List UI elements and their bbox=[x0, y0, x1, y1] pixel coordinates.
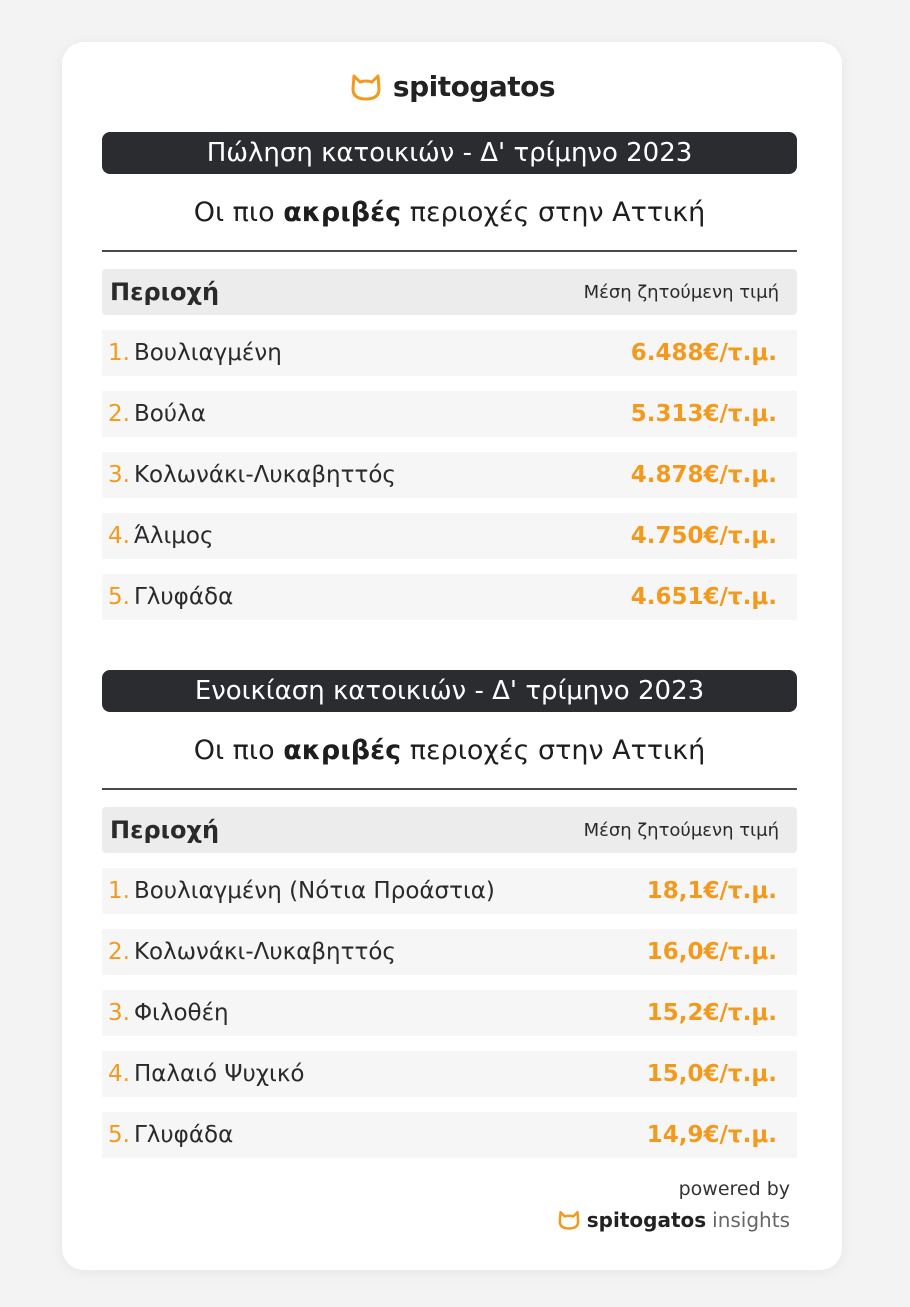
table-row bbox=[102, 929, 797, 975]
cat-icon bbox=[557, 1209, 581, 1231]
table-row bbox=[102, 1112, 797, 1158]
row-rank: 3. bbox=[108, 1000, 130, 1026]
table-header bbox=[102, 269, 797, 315]
row-rank: 4. bbox=[108, 1061, 130, 1087]
powered-by-label: powered by bbox=[678, 1178, 790, 1200]
infographic-card bbox=[62, 42, 842, 1270]
row-price: 4.750€/τ.μ. bbox=[630, 523, 777, 549]
row-price: 18,1€/τ.μ. bbox=[646, 878, 777, 904]
subtitle-text: Οι πιο bbox=[193, 734, 275, 766]
footer-logo bbox=[557, 1208, 790, 1232]
footer-brand-suffix: insights bbox=[712, 1208, 790, 1232]
cat-icon bbox=[349, 72, 383, 102]
table-row bbox=[102, 1051, 797, 1097]
table-row bbox=[102, 452, 797, 498]
brand-logo bbox=[62, 70, 842, 103]
row-price: 15,2€/τ.μ. bbox=[646, 1000, 777, 1026]
row-rank: 1. bbox=[108, 878, 130, 904]
table-row bbox=[102, 513, 797, 559]
brand-name: spitogatos bbox=[392, 70, 556, 103]
row-area: Βούλα bbox=[133, 401, 206, 427]
row-area: Παλαιό Ψυχικό bbox=[133, 1061, 305, 1087]
column-header-area: Περιοχή bbox=[110, 278, 220, 306]
table-row bbox=[102, 868, 797, 914]
footer-brand: spitogatos bbox=[586, 1208, 707, 1232]
column-header-price: Μέση ζητούμενη τιμή bbox=[583, 819, 779, 841]
subtitle-text: περιοχές στην Αττική bbox=[409, 734, 706, 766]
section-banner: Πώληση κατοικιών - Δ' τρίμηνο 2023 bbox=[102, 132, 797, 174]
section-banner: Ενοικίαση κατοικιών - Δ' τρίμηνο 2023 bbox=[102, 670, 797, 712]
section-subtitle bbox=[102, 174, 797, 252]
rental-section bbox=[102, 670, 797, 1158]
row-rank: 5. bbox=[108, 1122, 130, 1148]
row-area: Βουλιαγμένη (Νότια Προάστια) bbox=[133, 878, 495, 904]
row-price: 16,0€/τ.μ. bbox=[646, 939, 777, 965]
column-header-price: Μέση ζητούμενη τιμή bbox=[583, 281, 779, 303]
row-rank: 2. bbox=[108, 401, 130, 427]
row-rank: 2. bbox=[108, 939, 130, 965]
row-area: Άλιμος bbox=[133, 523, 214, 549]
row-area: Κολωνάκι-Λυκαβηττός bbox=[133, 462, 396, 488]
row-price: 6.488€/τ.μ. bbox=[630, 340, 777, 366]
row-area: Φιλοθέη bbox=[133, 1000, 229, 1026]
row-area: Κολωνάκι-Λυκαβηττός bbox=[133, 939, 396, 965]
row-rank: 5. bbox=[108, 584, 130, 610]
row-area: Γλυφάδα bbox=[133, 584, 234, 610]
row-area: Γλυφάδα bbox=[133, 1122, 234, 1148]
row-area: Βουλιαγμένη bbox=[133, 340, 282, 366]
row-price: 15,0€/τ.μ. bbox=[646, 1061, 777, 1087]
row-price: 4.878€/τ.μ. bbox=[630, 462, 777, 488]
table-row bbox=[102, 574, 797, 620]
table-header bbox=[102, 807, 797, 853]
row-rank: 4. bbox=[108, 523, 130, 549]
subtitle-emphasis: ακριβές bbox=[283, 734, 402, 766]
subtitle-text: περιοχές στην Αττική bbox=[409, 196, 706, 228]
row-price: 4.651€/τ.μ. bbox=[630, 584, 777, 610]
column-header-area: Περιοχή bbox=[110, 816, 220, 844]
subtitle-emphasis: ακριβές bbox=[283, 196, 402, 228]
sales-section bbox=[102, 132, 797, 620]
row-price: 14,9€/τ.μ. bbox=[646, 1122, 777, 1148]
row-rank: 1. bbox=[108, 340, 130, 366]
section-subtitle bbox=[102, 712, 797, 790]
table-row bbox=[102, 990, 797, 1036]
row-price: 5.313€/τ.μ. bbox=[630, 401, 777, 427]
footer-credit bbox=[557, 1178, 790, 1232]
table-row bbox=[102, 330, 797, 376]
row-rank: 3. bbox=[108, 462, 130, 488]
table-row bbox=[102, 391, 797, 437]
subtitle-text: Οι πιο bbox=[193, 196, 275, 228]
